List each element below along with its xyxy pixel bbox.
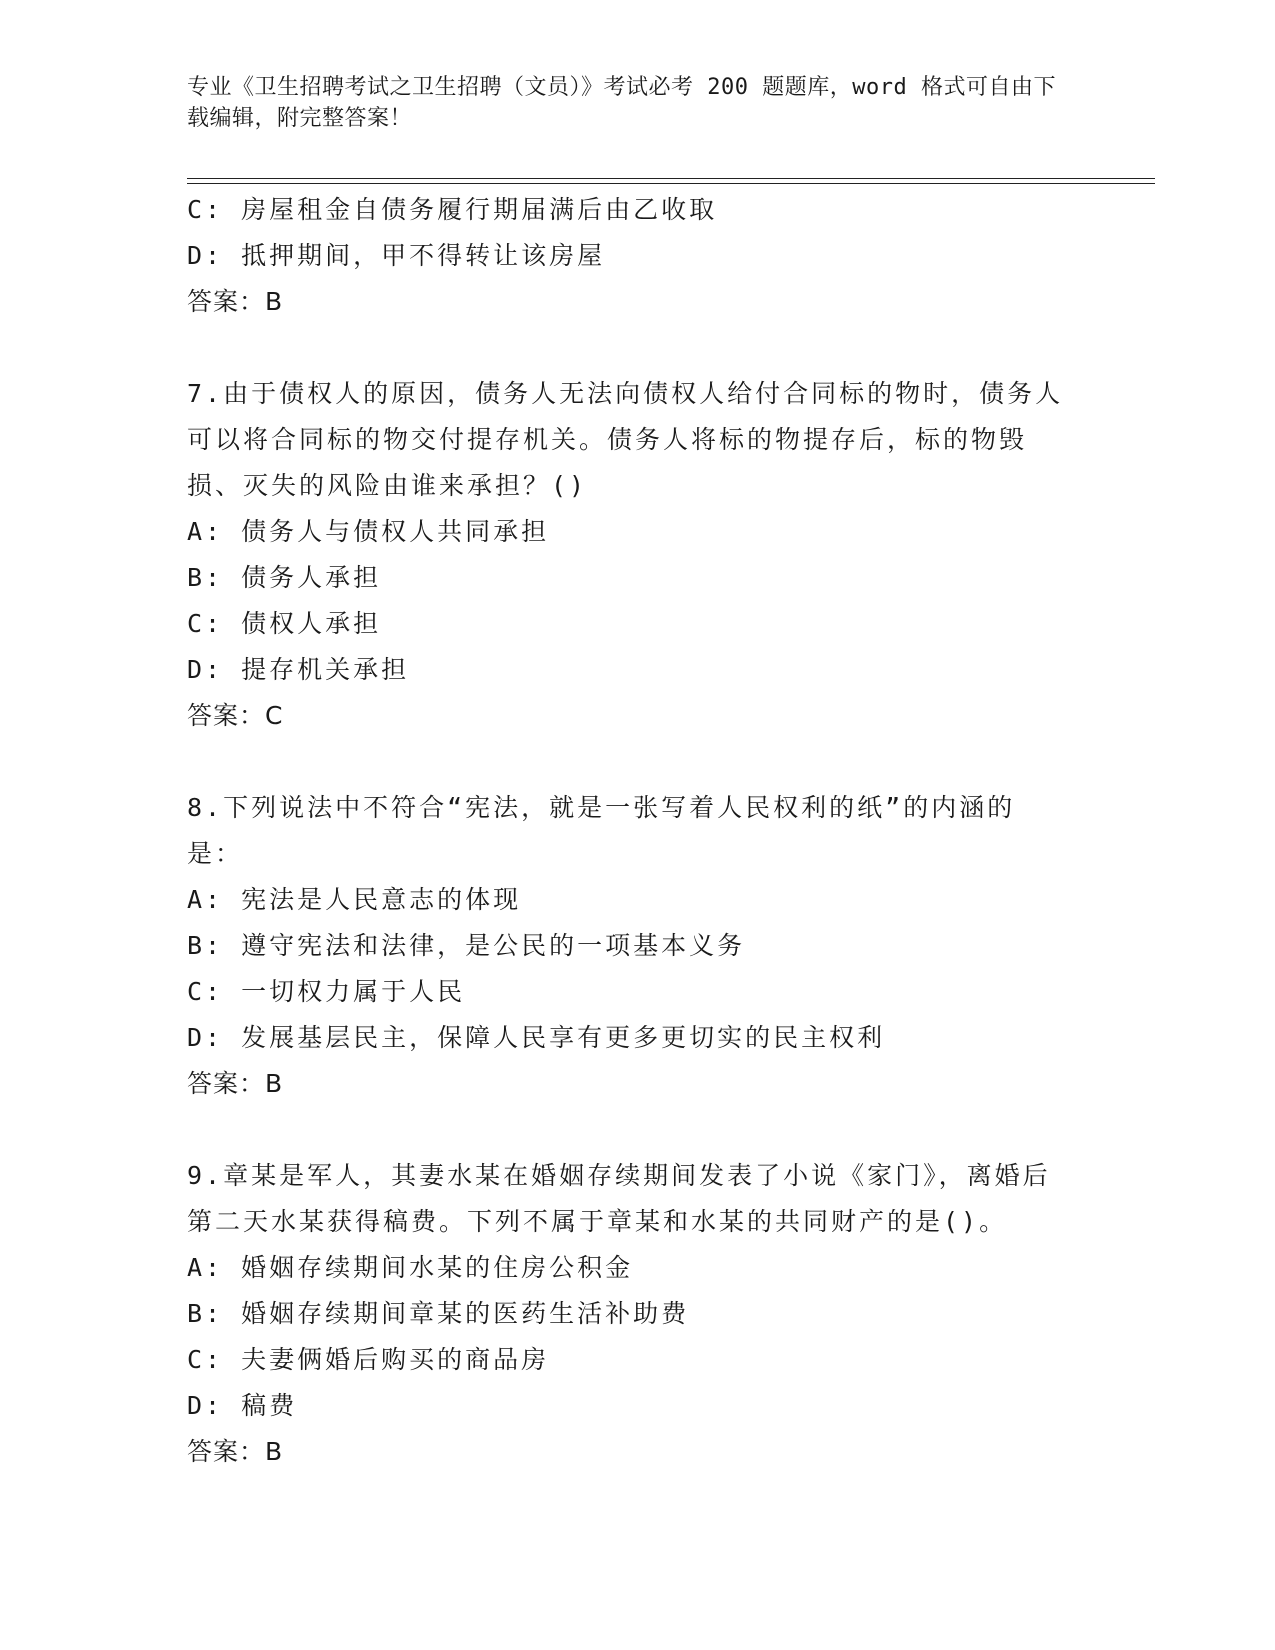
answer-line: 答案：B: [187, 1437, 284, 1466]
spacer: [187, 1107, 1067, 1153]
question-stem: 7.由于债权人的原因，债务人无法向债权人给付合同标的物时，债务人可以将合同标的物交付提存机关。债务人将标的物提存后，标的物毁损、灭失的风险由谁来承担？(): [187, 379, 1064, 500]
option-d: D: 提存机关承担: [187, 655, 410, 684]
document-header: 专业《卫生招聘考试之卫生招聘（文员）》考试必考 200 题题库，word 格式可自由下载编辑，附完整答案！: [187, 75, 1056, 131]
option-d: D: 发展基层民主，保障人民享有更多更切实的民主权利: [187, 1023, 886, 1052]
question-8: [187, 785, 1067, 1107]
header-rule-bottom: [187, 183, 1155, 184]
question-9: [187, 1153, 1067, 1475]
option-c: C: 债权人承担: [187, 609, 382, 638]
question-7: [187, 371, 1067, 739]
option-c: C: 一切权力属于人民: [187, 977, 466, 1006]
question-stem: 8.下列说法中不符合“宪法，就是一张写着人民权利的纸”的内涵的是：: [187, 793, 1016, 868]
option-c: C: 夫妻俩婚后购买的商品房: [187, 1345, 550, 1374]
question-stem: 9.章某是军人，其妻水某在婚姻存续期间发表了小说《家门》，离婚后第二天水某获得稿费。下列不属于章某和水某的共同财产的是()。: [187, 1161, 1051, 1236]
header-rule-top: [187, 178, 1155, 179]
option-a: A: 债务人与债权人共同承担: [187, 517, 550, 546]
answer-line: 答案：B: [187, 287, 284, 316]
spacer: [187, 325, 1067, 371]
answer-line: 答案：B: [187, 1069, 284, 1098]
question-6-tail: [187, 187, 1067, 325]
option-c: C: 房屋租金自债务履行期届满后由乙收取: [187, 195, 718, 224]
option-b: B: 债务人承担: [187, 563, 382, 592]
answer-line: 答案：C: [187, 701, 284, 730]
option-a: A: 婚姻存续期间水某的住房公积金: [187, 1253, 634, 1282]
option-a: A: 宪法是人民意志的体现: [187, 885, 522, 914]
option-b: B: 婚姻存续期间章某的医药生活补助费: [187, 1299, 690, 1328]
spacer: [187, 739, 1067, 785]
option-b: B: 遵守宪法和法律，是公民的一项基本义务: [187, 931, 746, 960]
option-d: D: 稿费: [187, 1391, 298, 1420]
option-d: D: 抵押期间，甲不得转让该房屋: [187, 241, 606, 270]
document-body: [187, 187, 1067, 1475]
